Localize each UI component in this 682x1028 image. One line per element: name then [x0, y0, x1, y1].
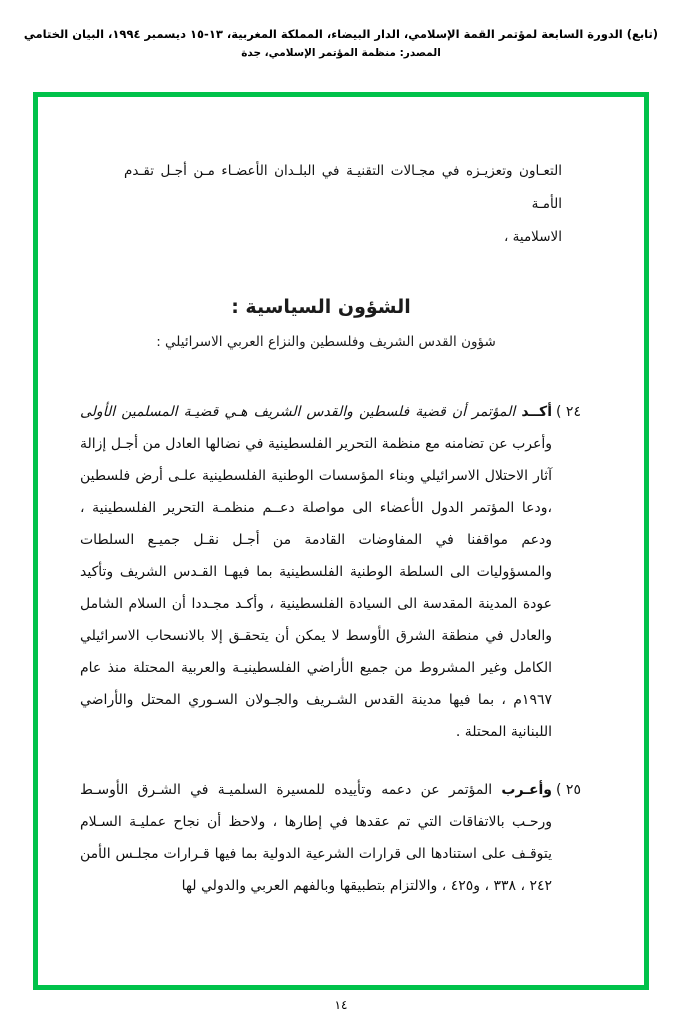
document-body: [72, 155, 610, 965]
intro-paragraph: [124, 155, 562, 254]
section-subtitle: شؤون القدس الشريف وفلسطين والنزاع العربي الاسرائيلي :: [156, 334, 496, 350]
clause-number: ٢٥ ): [556, 782, 581, 798]
clause-list: [72, 396, 610, 902]
clause-rest-text: المؤتمر عن دعمه وتأييده للمسيرة السلميـة في الشـرق الأوسـط ورحـب بالاتفاقات التي تم عقدها في إطارها ، ولاحظ أن نجاح عمليـة السـلام يتوقـف على استنادها الى قرارات الشرعية الدولية بما فيها قـرارات مجلـس الأمن ٢٤٢ ، ٣٣٨ ، و٤٢٥ ، والالتزام بتطبيقها وبالفهم العربي والدولي لها: [80, 782, 552, 894]
clause-rest-text: وأعرب عن تضامنه مع منظمة التحرير الفلسطينية في نضالها العادل من أجـل إزالة آثار الاحتلال الاسرائيلي وبناء المؤسسات الوطنية الفلسطينية علـى أرض فلسطين ،ودعا المؤتمر الدول الأعضاء الى مواصلة دعــم منظمـة التحرير الفلسطينية ، ودعم مواقفنا في المفاوضات القادمة من أجـل نقـل جميـع السلطات والمسؤوليات الى السلطة الوطنية الفلسطينية بما فيهـا القـدس الشريف وتأكيد عودة المدينة المقدسة الى السيادة الفلسطينية ، وأكـد مجـددا أن السلام الشامل والعادل في منطقة الشرق الأوسط لا يمكن أن يتحقـق إلا بالانسحاب الاسرائيلي الكامل وغير المشروط من جميع الأراضي الفلسطينيـة والعربية المحتلة منذ عام ١٩٦٧م ، بما فيها مدينة القدس الشـريف والجـولان السـوري المحتل والأراضي اللبنانية المحتلة .: [80, 436, 552, 740]
list-item: [72, 396, 610, 748]
clause-number: ٢٤ ): [556, 404, 581, 420]
intro-line-1: التعـاون وتعزيـزه في مجـالات التقنيـة في البلـدان الأعضـاء مـن أجـل تقـدم الأمـة: [124, 163, 562, 212]
page-number: ١٤: [334, 998, 348, 1012]
section-title: الشؤون السياسية :: [231, 296, 411, 318]
clause-lead-word: أكــد: [521, 404, 552, 420]
clause-italic-segment: المؤتمر أن قضية فلسطين والقدس الشريف هـي قضيـة المسلمين الأولى: [80, 404, 516, 420]
header-source-line: المصدر: منظمة المؤتمر الإسلامي، جدة: [241, 47, 441, 59]
clause-text: [72, 774, 552, 902]
list-item: [72, 774, 610, 902]
clause-lead-word: وأعـرب: [501, 782, 553, 798]
document-header: [0, 26, 682, 61]
header-title-line: (تابع) الدورة السابعة لمؤتمر القمة الإسلامي، الدار البيضاء، المملكة المغربية، ١٣-١٥ ديسمبر ١٩٩٤، البيان الختامي: [23, 27, 659, 41]
intro-line-2: الاسلامية ،: [503, 229, 562, 245]
clause-text: [72, 396, 552, 748]
green-border-frame: [33, 92, 649, 990]
